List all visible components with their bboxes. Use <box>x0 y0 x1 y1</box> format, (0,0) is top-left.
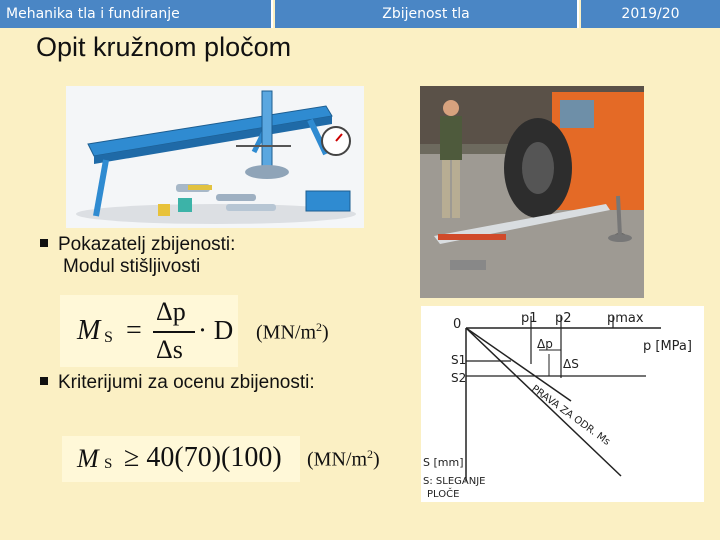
s1-label: S1 <box>451 353 467 367</box>
field-photo-illustration <box>420 86 644 298</box>
course-title: Mehanika tla i fundiranje <box>6 6 180 22</box>
s2-label: S2 <box>451 371 467 385</box>
formula1-numerator: Δp <box>156 297 186 326</box>
criteria-formula <box>62 436 300 482</box>
p1-label: p1 <box>521 311 538 326</box>
header-topic <box>275 0 579 28</box>
topic-title: Zbijenost tla <box>382 6 470 22</box>
diagram-drawing <box>421 306 704 502</box>
bullet-compaction-criteria <box>40 372 315 394</box>
formula2-unit-text: (MN/m <box>307 448 367 471</box>
bullet2-text: Kriterijumi za ocenu zbijenosti: <box>58 372 315 393</box>
plate-test-equipment-photo <box>66 86 364 228</box>
formula1-lhs-sub: S <box>104 329 113 346</box>
equipment-illustration <box>66 86 364 228</box>
year-label: 2019/20 <box>621 6 680 22</box>
s-axis-label: S [mm] <box>423 456 464 469</box>
formula1-unit-exp: 2 <box>316 320 322 334</box>
p2-label: p2 <box>555 311 572 326</box>
ds-label: ΔS <box>563 357 579 371</box>
formula2-unit-close: ) <box>373 448 380 471</box>
s-caption-1: S: SLEGANJE <box>423 476 486 487</box>
formula1-unit-text: (MN/m <box>256 321 316 344</box>
bullet1-line2: Modul stišljivosti <box>63 256 201 277</box>
load-settlement-diagram <box>421 306 704 502</box>
bullet-compaction-indicator <box>40 234 235 278</box>
formula2-unit <box>307 447 380 472</box>
formula1-denominator: Δs <box>156 335 183 364</box>
formula1-factor: · D <box>198 315 234 345</box>
origin-label: 0 <box>453 317 462 332</box>
field-test-photo <box>420 86 644 298</box>
formula1-unit-close: ) <box>322 321 329 344</box>
modulus-formula <box>60 295 238 367</box>
formula2-rhs: ≥ 40(70)(100) <box>124 442 282 473</box>
line-label: PRAVA ZA ODR. Ms <box>529 383 612 448</box>
formula1-unit <box>256 320 329 345</box>
formula1-equals: = <box>126 315 142 346</box>
slide-title: Opit kružnom pločom <box>36 32 292 62</box>
p-axis-label: p [MPa] <box>643 339 692 354</box>
formula1-fraction-bar <box>153 331 195 333</box>
bullet-square-icon <box>40 239 48 247</box>
formula2-lhs: M <box>77 444 99 473</box>
dp-label: Δp <box>537 337 553 351</box>
formula2-unit-exp: 2 <box>367 447 373 461</box>
bullet-square-icon <box>40 377 48 385</box>
secant-line <box>466 328 571 401</box>
s-caption-2: PLOČE <box>427 489 460 500</box>
header-course <box>0 0 273 28</box>
header-year <box>581 0 720 28</box>
bullet1-line1: Pokazatelj zbijenosti: <box>58 234 236 255</box>
formula1-lhs: M <box>77 315 101 346</box>
pmax-label: pmax <box>607 311 644 326</box>
formula2-lhs-sub: S <box>104 456 113 472</box>
